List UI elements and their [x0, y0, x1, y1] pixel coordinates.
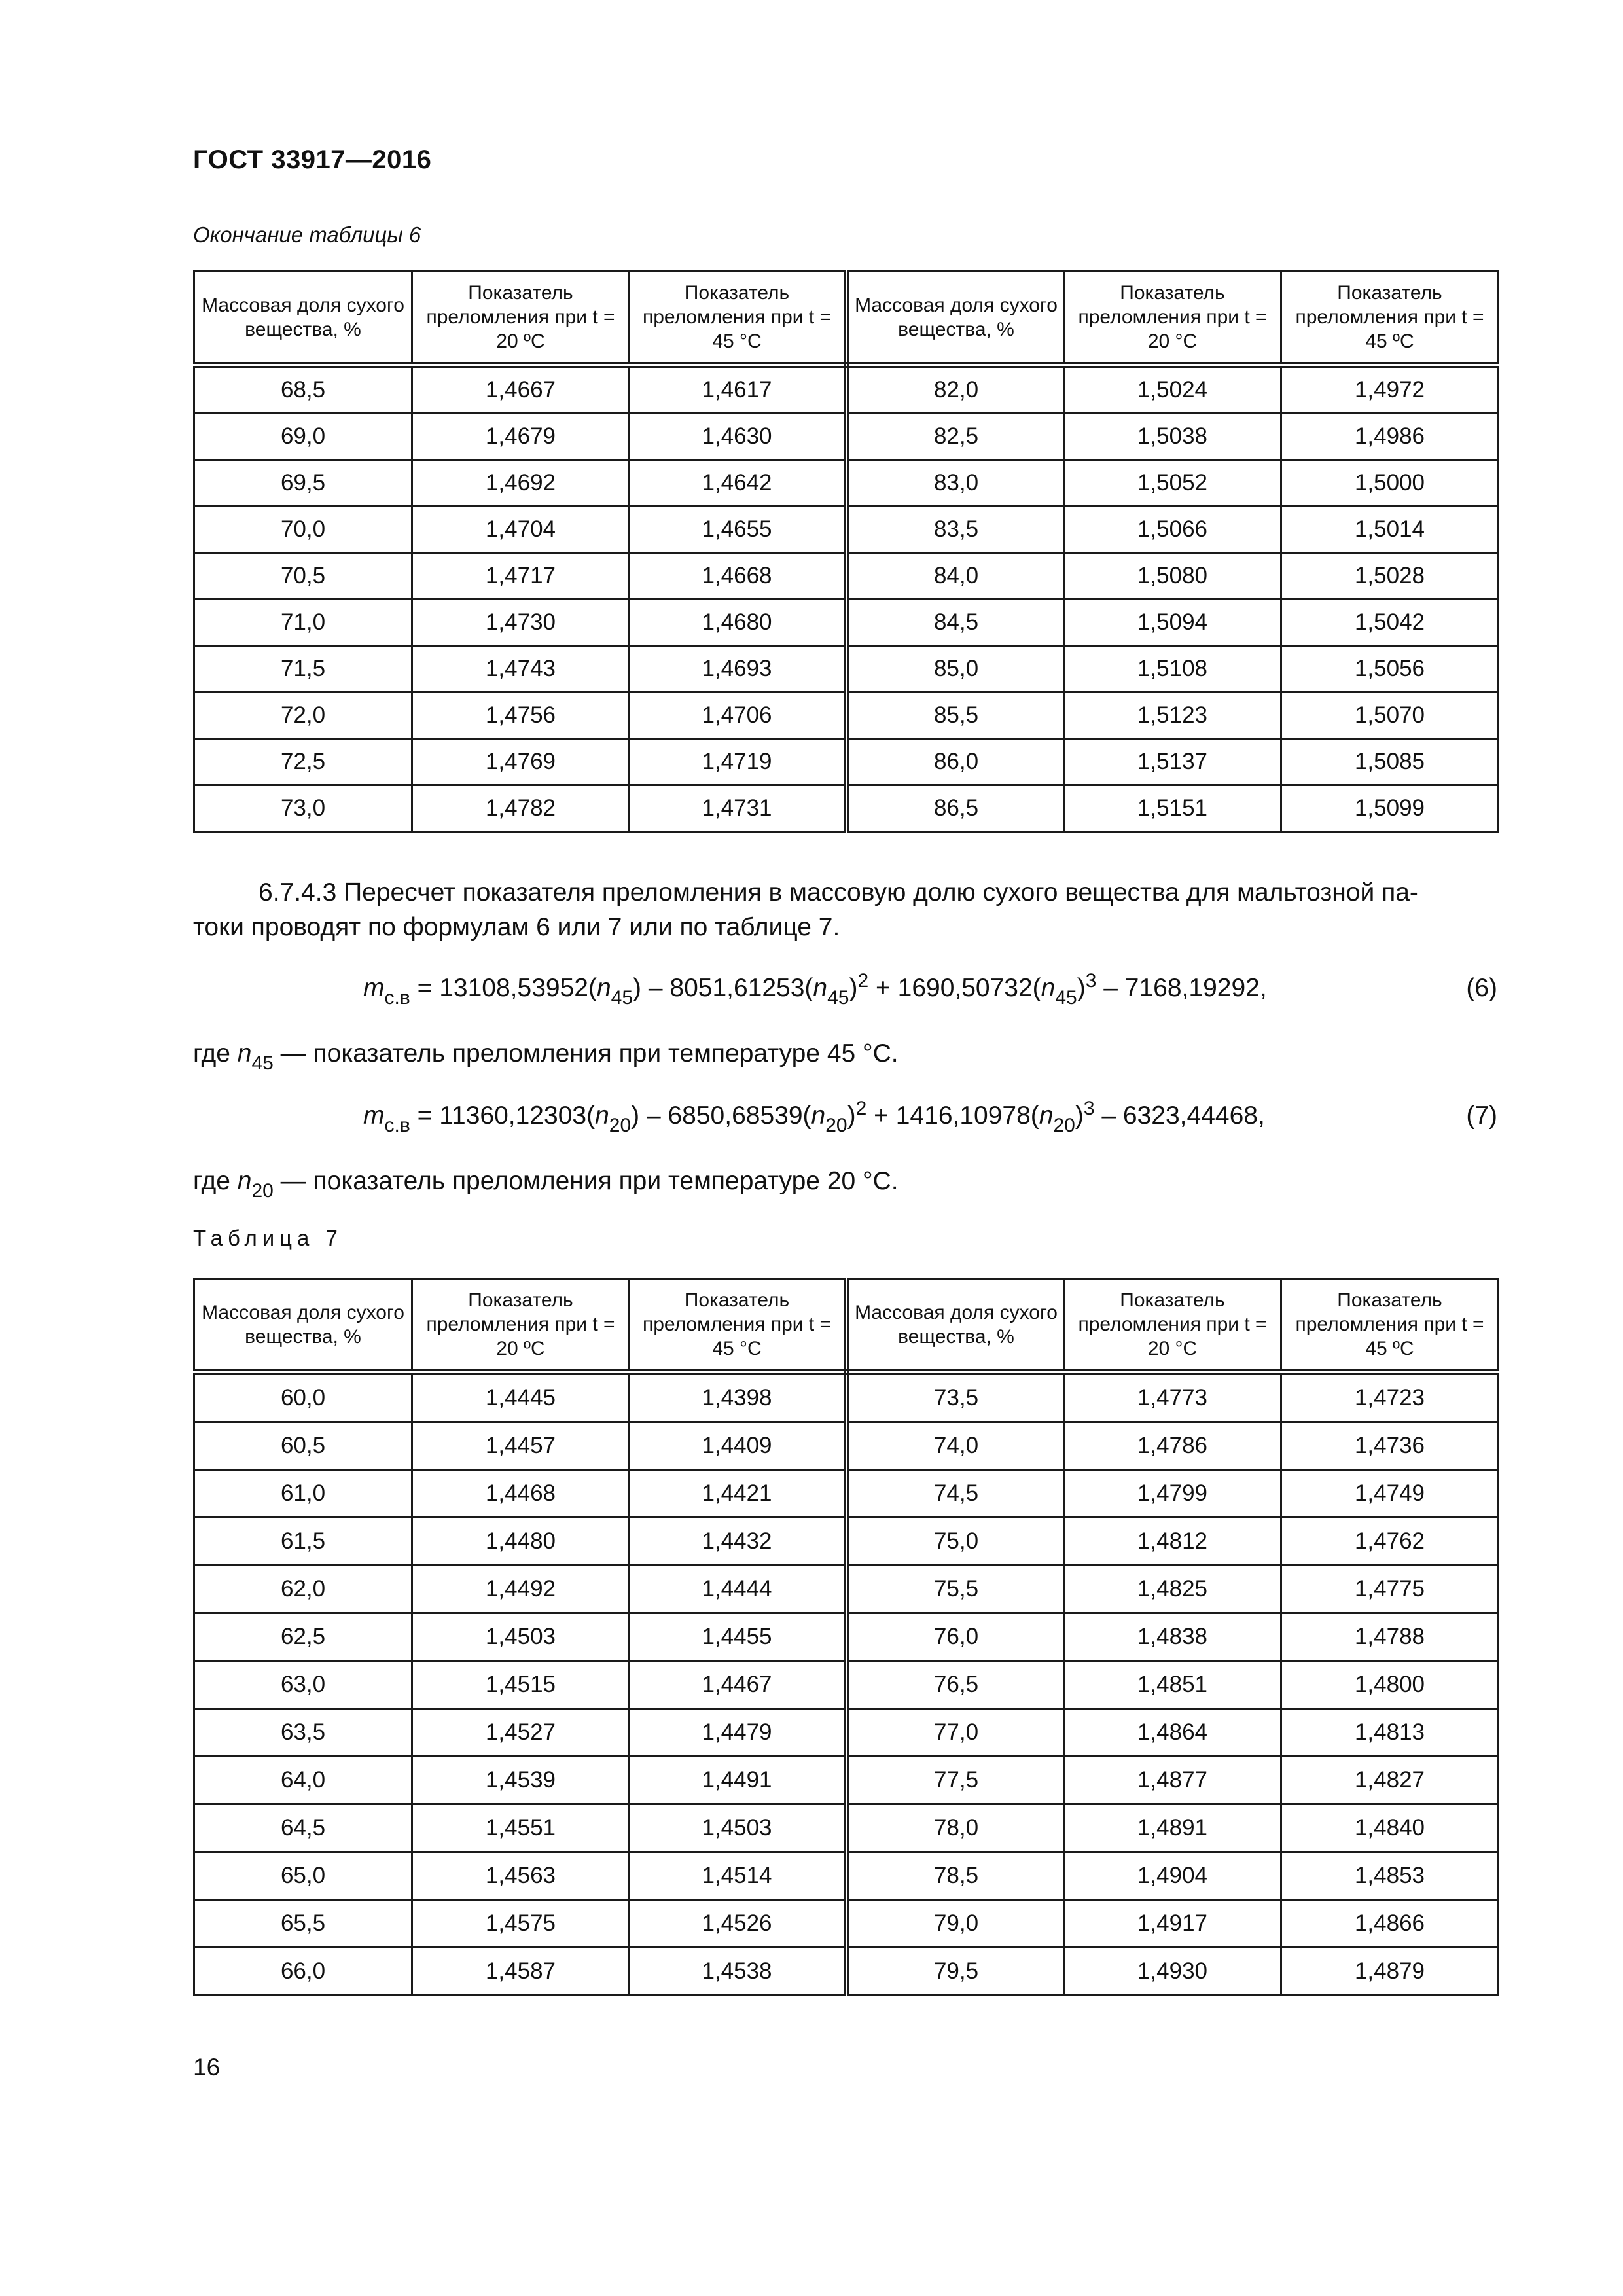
table-cell: 72,0	[194, 692, 412, 739]
table-cell: 1,4457	[412, 1422, 630, 1470]
table-cell: 1,4527	[412, 1709, 630, 1757]
table-cell: 1,4491	[630, 1757, 847, 1804]
column-header: Показатель преломления при t = 20 °C	[1064, 272, 1281, 365]
table-cell: 1,5080	[1064, 553, 1281, 600]
table-cell: 73,0	[194, 785, 412, 832]
table-cell: 1,4904	[1064, 1852, 1281, 1900]
table-cell: 1,4563	[412, 1852, 630, 1900]
table-cell: 83,0	[847, 460, 1064, 507]
table-cell: 1,4788	[1281, 1613, 1499, 1661]
table-row	[194, 1804, 1499, 1852]
table-cell: 1,5108	[1064, 646, 1281, 692]
table-cell: 1,4655	[630, 507, 847, 553]
table-cell: 1,5000	[1281, 460, 1499, 507]
table-cell: 1,5085	[1281, 739, 1499, 785]
table-cell: 74,5	[847, 1470, 1064, 1518]
table-cell: 1,4479	[630, 1709, 847, 1757]
table-cell: 1,4398	[630, 1372, 847, 1422]
table-cell: 1,4773	[1064, 1372, 1281, 1422]
table-cell: 83,5	[847, 507, 1064, 553]
table-cell: 1,4526	[630, 1900, 847, 1948]
table-cell: 1,4800	[1281, 1661, 1499, 1709]
formula-7-explanation: где $n_{20}$ — показатель преломления при температуре 20 °С.	[193, 1167, 899, 1202]
table-cell: 1,5151	[1064, 785, 1281, 832]
table-7	[193, 1278, 1499, 1996]
table-cell: 1,5038	[1064, 414, 1281, 460]
table-row	[194, 1709, 1499, 1757]
table-cell: 1,4692	[412, 460, 630, 507]
table-cell: 1,4851	[1064, 1661, 1281, 1709]
table-cell: 63,5	[194, 1709, 412, 1757]
table-row	[194, 1613, 1499, 1661]
table-cell: 65,0	[194, 1852, 412, 1900]
table-cell: 1,4409	[630, 1422, 847, 1470]
table-cell: 1,4749	[1281, 1470, 1499, 1518]
table-row	[194, 1470, 1499, 1518]
table-row	[194, 1661, 1499, 1709]
table-cell: 1,4730	[412, 600, 630, 646]
table-row	[194, 692, 1499, 739]
table-cell: 1,4575	[412, 1900, 630, 1948]
table-cell: 1,4514	[630, 1852, 847, 1900]
table-cell: 1,4813	[1281, 1709, 1499, 1757]
table-cell: 1,4668	[630, 553, 847, 600]
table-cell: 70,0	[194, 507, 412, 553]
table-row	[194, 1757, 1499, 1804]
formula-6-explanation: где $n_{45}$ — показатель преломления при температуре 45 °С.	[193, 1039, 899, 1074]
table-row	[194, 1372, 1499, 1422]
table-cell: 1,4972	[1281, 365, 1499, 414]
table-row	[194, 365, 1499, 414]
formula-7: $m_{с.в} = 11360,12303(n_{20}) - 6850,68539(n_{20})^2 + 1416,10978(n_{20})^3 - 6323,44468$,	[363, 1098, 1265, 1136]
table-cell: 1,4667	[412, 365, 630, 414]
table-cell: 1,4538	[630, 1948, 847, 1996]
table-cell: 82,5	[847, 414, 1064, 460]
table-cell: 1,5042	[1281, 600, 1499, 646]
table-cell: 1,4917	[1064, 1900, 1281, 1948]
table-cell: 1,4723	[1281, 1372, 1499, 1422]
column-header: Массовая доля сухого вещества, %	[847, 272, 1064, 365]
table-cell: 85,0	[847, 646, 1064, 692]
table-cell: 1,4503	[630, 1804, 847, 1852]
formula-6: $m_{с.в} = 13108,53952(n_{45}) - 8051,61253(n_{45})^2 + 1690,50732(n_{45})^3 - 7168,19292$,	[363, 970, 1267, 1009]
table-cell: 1,4444	[630, 1566, 847, 1613]
table-cell: 68,5	[194, 365, 412, 414]
table-cell: 69,5	[194, 460, 412, 507]
page-number: 16	[193, 2054, 221, 2081]
table6-body	[194, 365, 1499, 832]
table-cell: 1,4480	[412, 1518, 630, 1566]
column-header: Показатель преломления при t = 45 °C	[630, 1279, 847, 1372]
table-cell: 60,5	[194, 1422, 412, 1470]
table-cell: 1,4891	[1064, 1804, 1281, 1852]
table-cell: 62,5	[194, 1613, 412, 1661]
table-cell: 74,0	[847, 1422, 1064, 1470]
table-cell: 1,4503	[412, 1613, 630, 1661]
table-cell: 1,4515	[412, 1661, 630, 1709]
table-cell: 1,5028	[1281, 553, 1499, 600]
table-cell: 70,5	[194, 553, 412, 600]
table-cell: 1,4617	[630, 365, 847, 414]
table-cell: 77,5	[847, 1757, 1064, 1804]
table-cell: 1,4930	[1064, 1948, 1281, 1996]
table-row	[194, 460, 1499, 507]
document-header: ГОСТ 33917—2016	[193, 145, 432, 174]
column-header: Показатель преломления при t = 45 ºC	[1281, 1279, 1499, 1372]
table-cell: 1,4492	[412, 1566, 630, 1613]
table-cell: 78,5	[847, 1852, 1064, 1900]
column-header: Показатель преломления при t = 20 °C	[1064, 1279, 1281, 1372]
table-cell: 1,4786	[1064, 1422, 1281, 1470]
table-cell: 1,5070	[1281, 692, 1499, 739]
column-header: Массовая доля сухого вещества, %	[847, 1279, 1064, 1372]
table-cell: 1,4986	[1281, 414, 1499, 460]
table-cell: 79,5	[847, 1948, 1064, 1996]
formula-7-number: (7)	[1466, 1102, 1497, 1130]
table-cell: 82,0	[847, 365, 1064, 414]
table-row	[194, 1852, 1499, 1900]
table-cell: 79,0	[847, 1900, 1064, 1948]
table-cell: 86,0	[847, 739, 1064, 785]
table-cell: 1,4467	[630, 1661, 847, 1709]
column-header: Массовая доля сухого вещества, %	[194, 1279, 412, 1372]
table-cell: 1,4445	[412, 1372, 630, 1422]
table-cell: 1,4799	[1064, 1470, 1281, 1518]
table-cell: 1,5052	[1064, 460, 1281, 507]
table-row	[194, 785, 1499, 832]
table-cell: 1,4468	[412, 1470, 630, 1518]
table-cell: 1,5066	[1064, 507, 1281, 553]
table-cell: 71,0	[194, 600, 412, 646]
table-cell: 72,5	[194, 739, 412, 785]
table-cell: 1,4706	[630, 692, 847, 739]
table-row	[194, 600, 1499, 646]
table-cell: 1,5123	[1064, 692, 1281, 739]
formula-6-number: (6)	[1466, 974, 1497, 1002]
table-cell: 1,4630	[630, 414, 847, 460]
table-cell: 86,5	[847, 785, 1064, 832]
table-cell: 1,5056	[1281, 646, 1499, 692]
table-cell: 73,5	[847, 1372, 1064, 1422]
table-row	[194, 507, 1499, 553]
table-cell: 1,4642	[630, 460, 847, 507]
column-header: Показатель преломления при t = 45 °C	[630, 272, 847, 365]
table-cell: 1,4879	[1281, 1948, 1499, 1996]
table-cell: 85,5	[847, 692, 1064, 739]
table-row	[194, 1900, 1499, 1948]
column-header: Показатель преломления при t = 20 ºC	[412, 272, 630, 365]
table-cell: 1,4866	[1281, 1900, 1499, 1948]
table-cell: 1,4743	[412, 646, 630, 692]
table-cell: 69,0	[194, 414, 412, 460]
table-cell: 1,4864	[1064, 1709, 1281, 1757]
table-cell: 84,5	[847, 600, 1064, 646]
table-cell: 1,4877	[1064, 1757, 1281, 1804]
table-row	[194, 1948, 1499, 1996]
paragraph-6-7-4-3	[193, 875, 1497, 944]
table-cell: 1,4825	[1064, 1566, 1281, 1613]
table-cell: 1,4719	[630, 739, 847, 785]
table-row	[194, 553, 1499, 600]
table-cell: 1,4812	[1064, 1518, 1281, 1566]
table-cell: 76,0	[847, 1613, 1064, 1661]
table-cell: 1,4840	[1281, 1804, 1499, 1852]
table-cell: 1,4782	[412, 785, 630, 832]
table-cell: 1,4769	[412, 739, 630, 785]
table-cell: 1,4693	[630, 646, 847, 692]
table-cell: 1,4853	[1281, 1852, 1499, 1900]
table-header-row	[194, 1279, 1499, 1372]
table-cell: 1,4775	[1281, 1566, 1499, 1613]
table-row	[194, 1422, 1499, 1470]
table6-caption: Окончание таблицы 6	[193, 223, 421, 247]
table-cell: 1,5099	[1281, 785, 1499, 832]
table-cell: 1,5014	[1281, 507, 1499, 553]
table-6	[193, 270, 1499, 833]
table-row	[194, 1518, 1499, 1566]
table-cell: 1,4432	[630, 1518, 847, 1566]
table-cell: 66,0	[194, 1948, 412, 1996]
table-cell: 1,5024	[1064, 365, 1281, 414]
table-cell: 75,0	[847, 1518, 1064, 1566]
table-cell: 64,5	[194, 1804, 412, 1852]
table-cell: 76,5	[847, 1661, 1064, 1709]
table-cell: 1,4455	[630, 1613, 847, 1661]
column-header: Массовая доля сухого вещества, %	[194, 272, 412, 365]
column-header: Показатель преломления при t = 20 ºC	[412, 1279, 630, 1372]
table-cell: 1,4838	[1064, 1613, 1281, 1661]
table-cell: 1,4731	[630, 785, 847, 832]
table-cell: 1,4736	[1281, 1422, 1499, 1470]
table-cell: 1,4762	[1281, 1518, 1499, 1566]
table-cell: 61,5	[194, 1518, 412, 1566]
table-cell: 1,4827	[1281, 1757, 1499, 1804]
table-cell: 1,5137	[1064, 739, 1281, 785]
table-cell: 64,0	[194, 1757, 412, 1804]
table-cell: 1,4551	[412, 1804, 630, 1852]
column-header: Показатель преломления при t = 45 ºC	[1281, 272, 1499, 365]
table-row	[194, 739, 1499, 785]
table-cell: 1,4704	[412, 507, 630, 553]
table-cell: 84,0	[847, 553, 1064, 600]
table-cell: 75,5	[847, 1566, 1064, 1613]
table-cell: 1,4587	[412, 1948, 630, 1996]
table-cell: 65,5	[194, 1900, 412, 1948]
table-cell: 77,0	[847, 1709, 1064, 1757]
table-cell: 63,0	[194, 1661, 412, 1709]
table-cell: 1,4539	[412, 1757, 630, 1804]
table-row	[194, 414, 1499, 460]
table-cell: 1,4717	[412, 553, 630, 600]
table-cell: 1,4680	[630, 600, 847, 646]
table-cell: 71,5	[194, 646, 412, 692]
table7-body	[194, 1372, 1499, 1996]
table-cell: 62,0	[194, 1566, 412, 1613]
table-cell: 1,4421	[630, 1470, 847, 1518]
table-row	[194, 1566, 1499, 1613]
table-cell: 1,5094	[1064, 600, 1281, 646]
table-row	[194, 646, 1499, 692]
table-cell: 78,0	[847, 1804, 1064, 1852]
table-cell: 61,0	[194, 1470, 412, 1518]
paragraph-line-1: 6.7.4.3 Пересчет показателя преломления в массовую долю сухого вещества для мальтозной па-	[259, 878, 1418, 906]
table-cell: 1,4756	[412, 692, 630, 739]
table-cell: 1,4679	[412, 414, 630, 460]
paragraph-line-2: токи проводят по формулам 6 или 7 или по таблице 7.	[193, 913, 840, 941]
table7-caption: Таблица 7	[193, 1226, 343, 1250]
table-header-row	[194, 272, 1499, 365]
table-cell: 60,0	[194, 1372, 412, 1422]
